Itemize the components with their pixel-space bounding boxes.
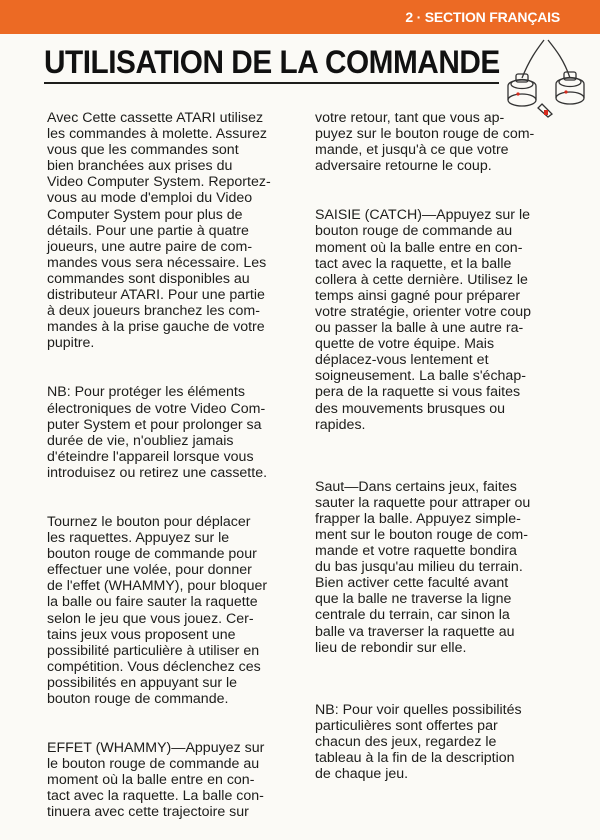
- nb-paragraph: [47, 384, 289, 481]
- whammy-continued-paragraph: votre retour, tant que vous ap- puyez sur le bouton rouge de com- mande, et jusqu'à ce que votre adversaire retourne le coup.: [315, 110, 535, 175]
- nb-features-text: Pour voir quelles possibilités particulières sont offertes par chacun des jeux, regardez le tableau à la fin de la description de chaque jeu.: [315, 701, 522, 783]
- saut-paragraph: [315, 479, 557, 656]
- whammy-lead: EFFET (WHAMMY): [47, 740, 172, 757]
- nb-text: Pour protéger les éléments électroniques de votre Video Com- puter System et pour prolonger sa durée de vie, n'oubliez jamais d'éteindre l'appareil lorsque vous introduisez ou retirez une cassette.: [47, 384, 268, 481]
- nb-features-paragraph: [315, 702, 557, 782]
- catch-paragraph: [315, 207, 557, 432]
- saut-text: —Dans certains jeux, faites sauter la raquette pour attraper ou frapper la balle. Appuyez simple- ment sur le bouton rouge de com- mande et votre raquette bondira du bas jusqu'au milieu du terrain. Bien activer cette faculté avant que la balle ne traverse la ligne centrale du terrain, car sinon la balle va traverser la raquette au lieu de rebondir sur elle.: [315, 478, 531, 656]
- paddle-controller-icon: [500, 38, 595, 118]
- intro-paragraph: Avec Cette cassette ATARI utilisez les commandes à molette. Assurez vous que les commandes sont bien branchées aux prises du Video Computer System. Reportez- vous au mode d'emploi du Video Computer System pour plus de détails. Pour une partie à quatre joueurs, une autre paire de com- mandes vous sera nécessaire. Les commandes sont disponibles au distributeur ATARI. Pour une partie à deux joueurs branchez les com- mandes à la prise gauche de votre pupitre.: [47, 110, 271, 352]
- whammy-paragraph: [47, 740, 289, 820]
- catch-text: —Appuyez sur le bouton rouge de commande au moment où la balle entre en con- tact avec la raquette, et la balle collera à cette dernière. Utilisez le temps ainsi gagné pour préparer votre stratégie, orienter votre coup ou passer la balle à une autre ra- quette de votre équipe. Mais déplacez-vous lentement et soigneusement. La balle s'échap- pera de la raquette si vous faites des mouvements brusques ou rapides.: [315, 207, 532, 433]
- left-column: [47, 110, 289, 821]
- section-label: 2 · SECTION FRANÇAIS: [405, 9, 560, 25]
- nb-lead: NB:: [47, 384, 71, 401]
- page-title: UTILISATION DE LA COMMANDE: [44, 44, 500, 80]
- title-rule: [44, 82, 499, 84]
- header-band: [0, 0, 600, 34]
- catch-lead: SAISIE (CATCH): [315, 207, 422, 224]
- nb-features-lead: NB:: [315, 701, 339, 718]
- saut-lead: Saut: [315, 478, 345, 495]
- knob-paragraph: Tournez le bouton pour déplacer les raquettes. Appuyez sur le bouton rouge de commande pour effectuer une volée, pour donner de l'effet (WHAMMY), pour bloquer la balle ou faire sauter la raquette selon le jeu que vous jouez. Cer- tains jeux vous proposent une possibilité particulière à utiliser en compétition. Vous déclenchez ces possibilités en appuyant sur le bouton rouge de commande.: [47, 513, 268, 707]
- whammy-text: —Appuyez sur le bouton rouge de commande au moment où la balle entre en con- tact avec la raquette. La balle con- tinuera avec cette trajectoire sur: [47, 740, 265, 821]
- right-column: [315, 110, 557, 782]
